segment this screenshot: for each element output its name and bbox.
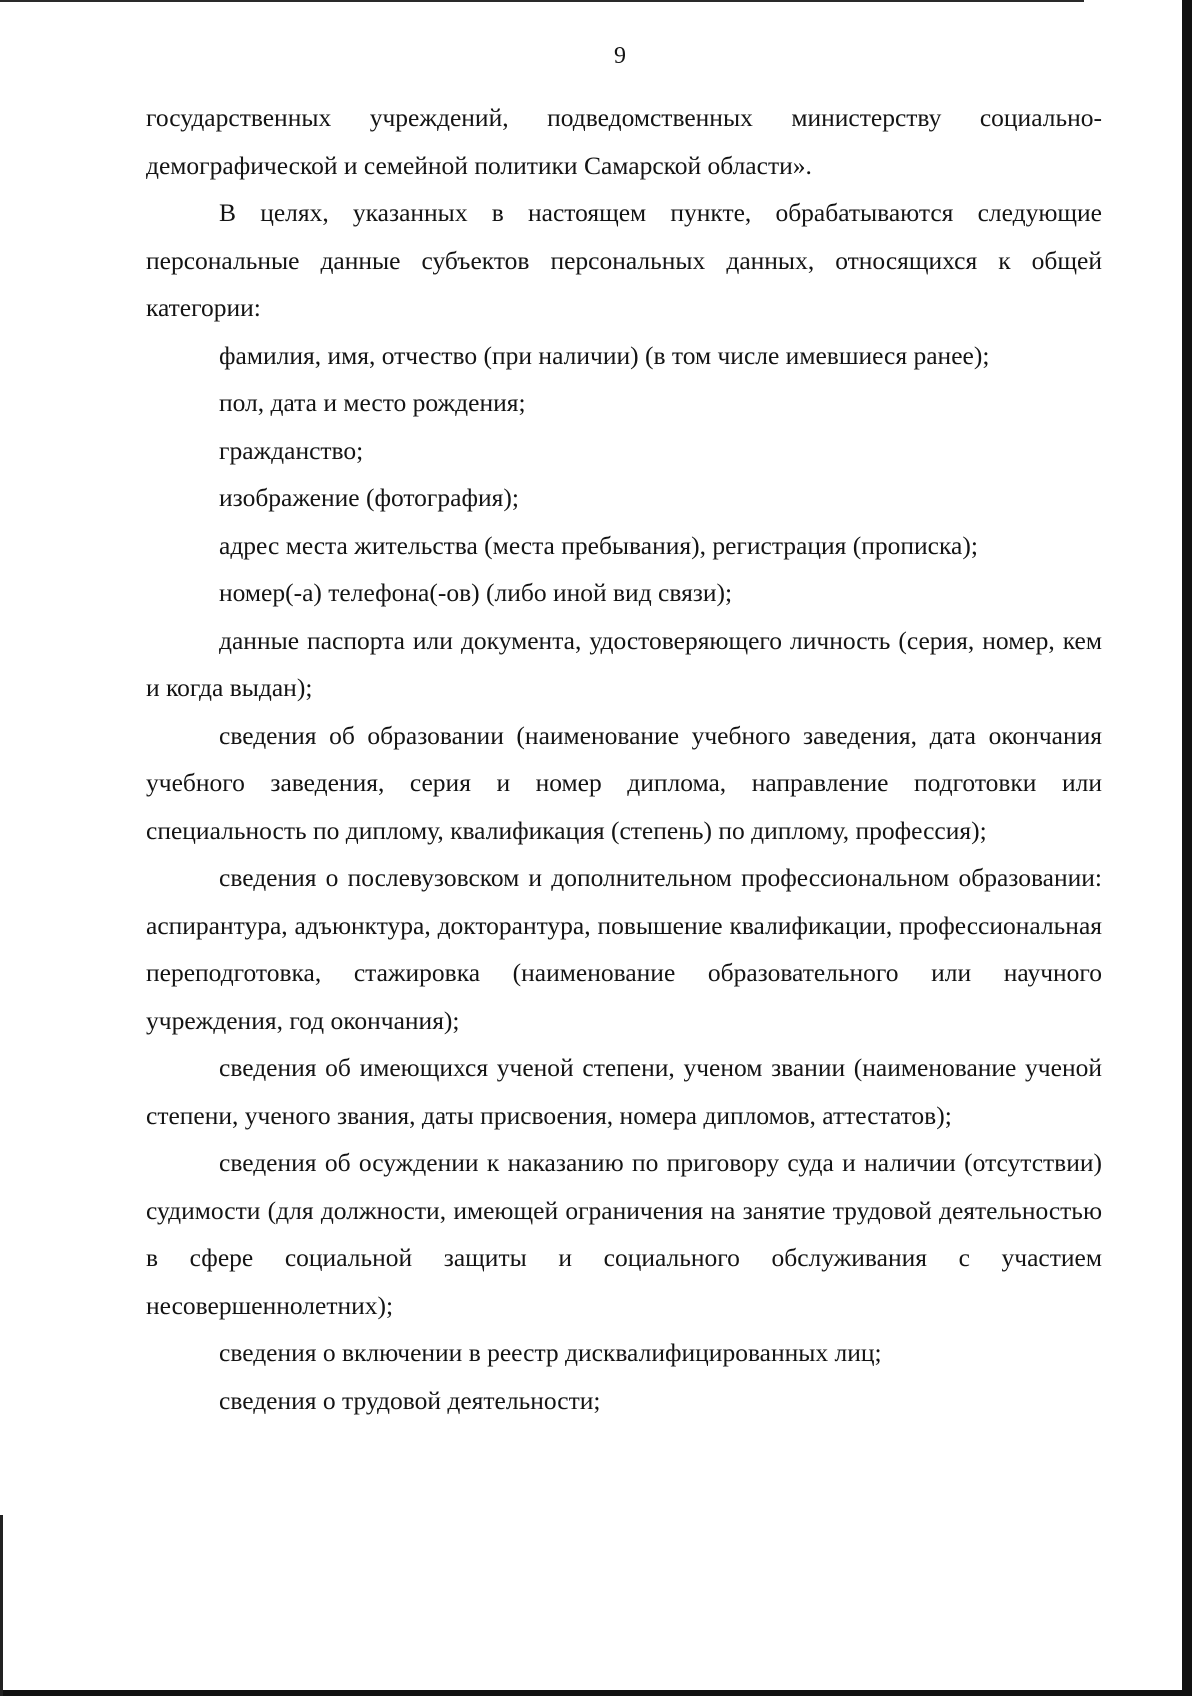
list-item: сведения о включении в реестр дисквалифицированных лиц; xyxy=(219,1338,882,1367)
list-item: сведения о послевузовском и дополнительном профессиональном образовании: аспирантура, адъюнктура, докторантура, повышение квалификации, профессиональная переподготовка, стажировка (наименование образовательного или научного учреждения, год окончания); xyxy=(146,863,1102,1035)
list-item: фамилия, имя, отчество (при наличии) (в том числе имевшиеся ранее); xyxy=(219,340,990,370)
list-item: сведения о трудовой деятельности; xyxy=(219,1385,601,1415)
list-item: пол, дата и место рождения; xyxy=(219,388,526,417)
scan-edge-bottom xyxy=(0,1690,1192,1696)
list-item: сведения об образовании (наименование учебного заведения, дата окончания учебного заведения, серия и номер диплома, направление подготовки или специальность по диплому, квалификация (степень) по диплому, профессия); xyxy=(146,720,1102,845)
scan-edge-right xyxy=(1182,0,1192,1696)
scan-edge-left xyxy=(0,1515,3,1696)
list-item: изображение (фотография); xyxy=(219,483,519,512)
list-item: адрес места жительства (места пребывания), регистрация (прописка); xyxy=(219,530,978,560)
page-number: 9 xyxy=(614,43,626,69)
list-item: сведения об имеющихся ученой степени, ученом звании (наименование ученой степени, ученого звания, даты присвоения, номера дипломов, аттестатов); xyxy=(146,1053,1102,1130)
list-item: данные паспорта или документа, удостоверяющего личность (серия, номер, кем и когда выдан); xyxy=(146,625,1102,702)
paragraph: государственных учреждений, подведомственных министерству социально-демографической и семейной политики Самарской области». xyxy=(146,103,1102,180)
list-item: гражданство; xyxy=(219,435,364,465)
scan-edge-top xyxy=(0,0,1084,2)
document-body xyxy=(146,94,1102,1424)
list-item: сведения об осуждении к наказанию по приговору суда и наличии (отсутствии) судимости (для должности, имеющей ограничения на занятие трудовой деятельностью в сфере социальной защиты и социального обслуживания с участием несовершеннолетних); xyxy=(146,1148,1102,1320)
list-item: номер(-а) телефона(-ов) (либо иной вид связи); xyxy=(219,578,733,607)
paragraph: В целях, указанных в настоящем пункте, обрабатываются следующие персональные данные субъектов персональных данных, относящихся к общей категории: xyxy=(146,198,1102,322)
